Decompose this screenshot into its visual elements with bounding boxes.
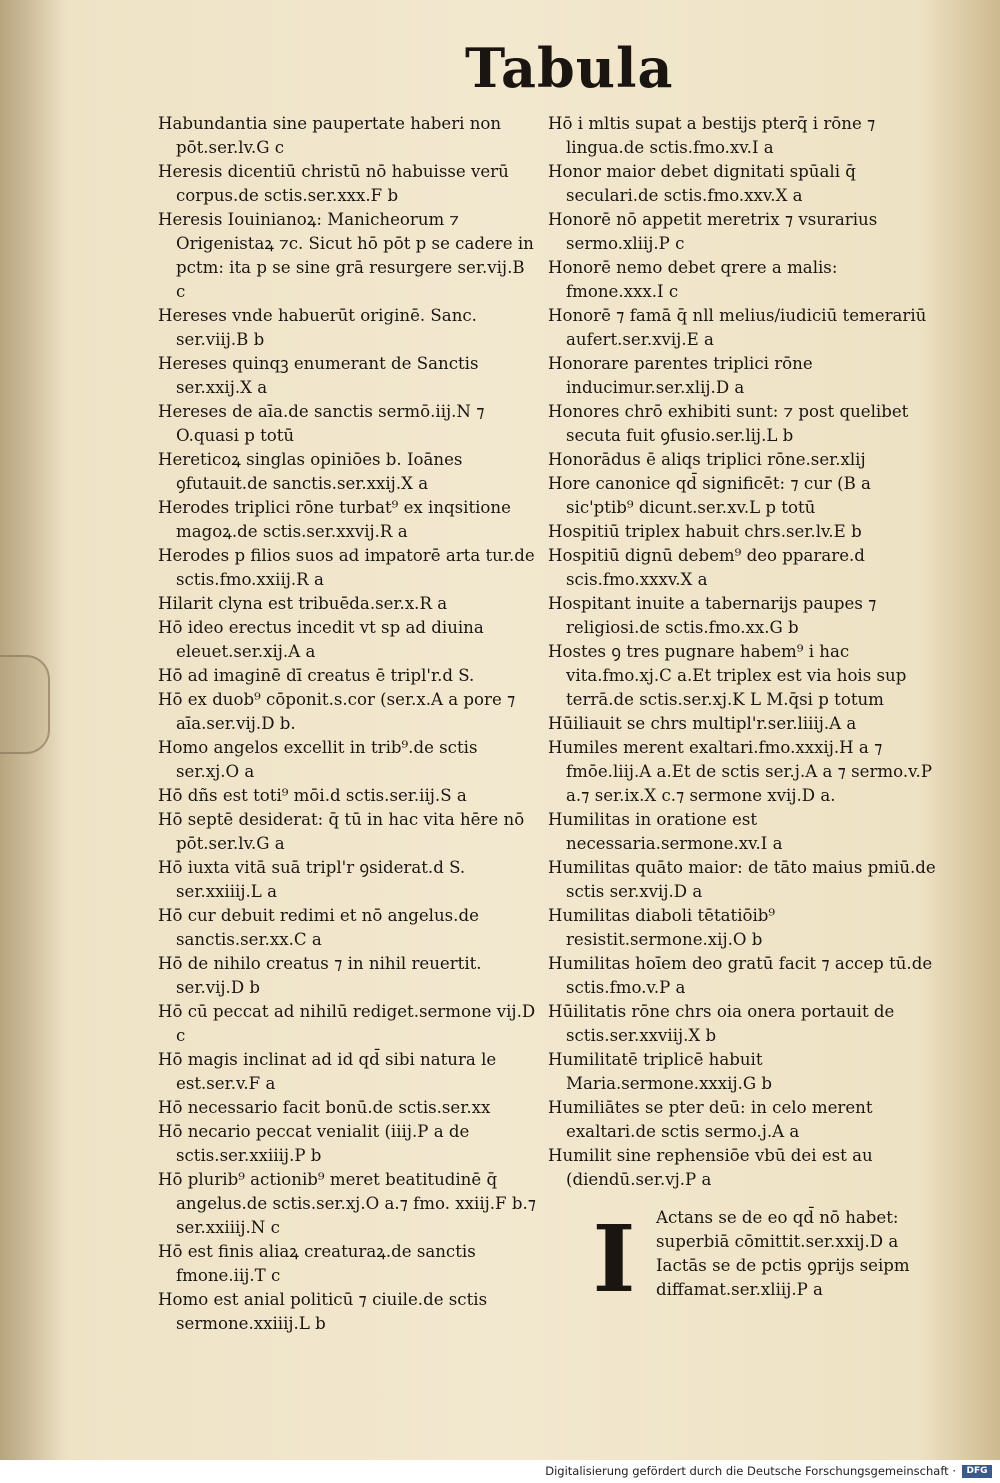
index-entry: Honores chrō exhibiti sunt: ⁊ post quelibet secuta fuit ꝯfusio.ser.lij.L b	[548, 402, 909, 445]
index-entry: Hō de nihilo creatus ⁊ in nihil reuertit. ser.vij.D b	[158, 954, 482, 997]
footer-credit: Digitalisierung gefördert durch die Deutsche Forschungsgemeinschaft ·	[545, 1464, 956, 1478]
index-entry: Hospitiū dignū debem⁹ deo pparare.d scis.fmo.xxxv.X a	[548, 546, 865, 589]
index-entry: Hō necessario facit bonū.de sctis.ser.xx	[158, 1098, 491, 1117]
index-entry: Hostes ꝯ tres pugnare habem⁹ i hac vita.fmo.xj.C a.Et triplex est via hois sup terrā.de sctis.ser.xj.K L M.q̄si p totum	[548, 642, 907, 709]
index-entry: Homo est anial politicū ⁊ ciuile.de sctis sermone.xxiiij.L b	[158, 1290, 488, 1333]
index-column-left	[158, 112, 538, 1336]
index-entry: Hō dñs est toti⁹ mōi.d sctis.ser.iij.S a	[158, 786, 467, 805]
index-column-right	[548, 112, 938, 1313]
index-entry: Humilit sine rephensiōe vbū dei est au (diendū.ser.vj.P a	[548, 1146, 873, 1189]
index-entry: Hō est finis aliaꝝ creaturaꝝ.de sanctis fmone.iij.T c	[158, 1242, 476, 1285]
index-entry: Hō septē desiderat: q̄ tū in hac vita hēre nō pōt.ser.lv.G a	[158, 810, 525, 853]
index-entry: Honorē nō appetit meretrix ⁊ vsurarius sermo.xliij.P c	[548, 210, 878, 253]
index-entry: Honorare parentes triplici rōne inducimur.ser.xlij.D a	[548, 354, 813, 397]
index-entry: Hospitant inuite a tabernarijs paupes ⁊ religiosi.de sctis.fmo.xx.G b	[548, 594, 877, 637]
index-entry: Heresis Iouinianoꝝ: Manicheorum ⁊ Origenistaꝝ ⁊c. Sicut hō pōt p se cadere in pctm: ita p se sine grā resurgere ser.vij.B c	[158, 210, 534, 301]
index-entry: Hō necario peccat venialit (iiij.P a de sctis.ser.xxiiij.P b	[158, 1122, 470, 1165]
index-entry: Hūilitatis rōne chrs oia onera portauit de sctis.ser.xxviij.X b	[548, 1002, 895, 1045]
index-entry: Humilitas in oratione est necessaria.sermone.xv.I a	[548, 810, 783, 853]
index-entry: Hō ad imaginē dī creatus ē tripl'r.d S.	[158, 666, 475, 685]
index-entry: Hūiliauit se chrs multipl'r.ser.liiij.A a	[548, 714, 857, 733]
page-clip	[0, 655, 50, 754]
index-entry: Honorādus ē aliqs triplici rōne.ser.xlij	[548, 450, 866, 469]
index-entry: Homo angelos excellit in trib⁹.de sctis ser.xj.O a	[158, 738, 478, 781]
index-entry: Hō magis inclinat ad id qd̄ sibi natura le est.ser.v.F a	[158, 1050, 497, 1093]
index-entry: Herodes triplici rōne turbat⁹ ex inqsitione magoꝝ.de sctis.ser.xxvij.R a	[158, 498, 511, 541]
index-entry: Hereses de aīa.de sanctis sermō.iij.N ⁊ O.quasi p totū	[158, 402, 485, 445]
index-entry: Hilarit clyna est tribuēda.ser.x.R a	[158, 594, 448, 613]
index-entry: Hō cū peccat ad nihilū rediget.sermone vij.D c	[158, 1002, 536, 1045]
index-entry: Actans se de eo qd̄ nō habet: superbiā cōmittit.ser.xxij.D a	[656, 1208, 899, 1251]
index-entry: Humiliātes se pter deū: in celo merent exaltari.de sctis sermo.j.A a	[548, 1098, 873, 1141]
index-entry: Honorē nemo debet qrere a malis: fmone.xxx.I c	[548, 258, 838, 301]
index-entry: Habundantia sine paupertate haberi non pōt.ser.lv.G c	[158, 114, 502, 157]
page-title: Tabula	[465, 36, 674, 100]
index-entry: Humiles merent exaltari.fmo.xxxij.H a ⁊ fmōe.liij.A a.Et de sctis ser.j.A a ⁊ sermo.v.P a.⁊ ser.ix.X c.⁊ sermone xvij.D a.	[548, 738, 932, 805]
index-entry: Heresis dicentiū christū nō habuisse verū corpus.de sctis.ser.xxx.F b	[158, 162, 509, 205]
index-entry: Hō cur debuit redimi et nō angelus.de sanctis.ser.xx.C a	[158, 906, 479, 949]
index-entry: Hō ideo erectus incedit vt sp ad diuina eleuet.ser.xij.A a	[158, 618, 484, 661]
index-entry: Hō ex duob⁹ cōponit.s.cor (ser.x.A a pore ⁊ aīa.ser.vij.D b.	[158, 690, 516, 733]
decorated-initial: I	[592, 1205, 636, 1313]
index-entry: Hō plurib⁹ actionib⁹ meret beatitudinē q̄ angelus.de sctis.ser.xj.O a.⁊ fmo. xxiij.F b.⁊ ser.xxiiij.N c	[158, 1170, 536, 1237]
index-entry: Hospitiū triplex habuit chrs.ser.lv.E b	[548, 522, 862, 541]
index-entry: Hereses vnde habuerūt originē. Sanc. ser.viij.B b	[158, 306, 477, 349]
index-entry: Herodes p filios suos ad impatorē arta tur.de sctis.fmo.xxiij.R a	[158, 546, 535, 589]
index-entry: Hō i mltis supat a bestijs pterq̄ i rōne ⁊ lingua.de sctis.fmo.xv.I a	[548, 114, 876, 157]
digitization-footer	[0, 1460, 1000, 1483]
index-entry: Humilitas hoīem deo gratū facit ⁊ accep tū.de sctis.fmo.v.P a	[548, 954, 933, 997]
index-entry: Hore canonice qd̄ significēt: ⁊ cur (B a sic'ptib⁹ dicunt.ser.xv.L p totū	[548, 474, 871, 517]
initial-section	[548, 1205, 938, 1313]
index-entry: Honorē ⁊ famā q̄ nll melius/iudiciū temerariū aufert.ser.xvij.E a	[548, 306, 927, 349]
index-entry: Humilitatē triplicē habuit Maria.sermone.xxxij.G b	[548, 1050, 773, 1093]
index-entry: Hereticoꝝ singlas opiniōes b. Ioānes ꝯfutauit.de sanctis.ser.xxij.X a	[158, 450, 463, 493]
index-entry: Iactās se de pctis ꝯprijs seipm diffamat.ser.xliij.P a	[656, 1256, 910, 1299]
index-entry: Hō iuxta vitā suā tripl'r ꝯsiderat.d S. ser.xxiiij.L a	[158, 858, 466, 901]
index-entry: Honor maior debet dignitati spūali q̄ seculari.de sctis.fmo.xxv.X a	[548, 162, 856, 205]
index-entry: Humilitas diaboli tētatiōib⁹ resistit.sermone.xij.O b	[548, 906, 776, 949]
index-entry: Hereses quinqꝫ enumerant de Sanctis ser.xxij.X a	[158, 354, 479, 397]
index-entry: Humilitas quāto maior: de tāto maius pmiū.de sctis ser.xvij.D a	[548, 858, 936, 901]
dfg-logo: DFG	[962, 1465, 992, 1478]
